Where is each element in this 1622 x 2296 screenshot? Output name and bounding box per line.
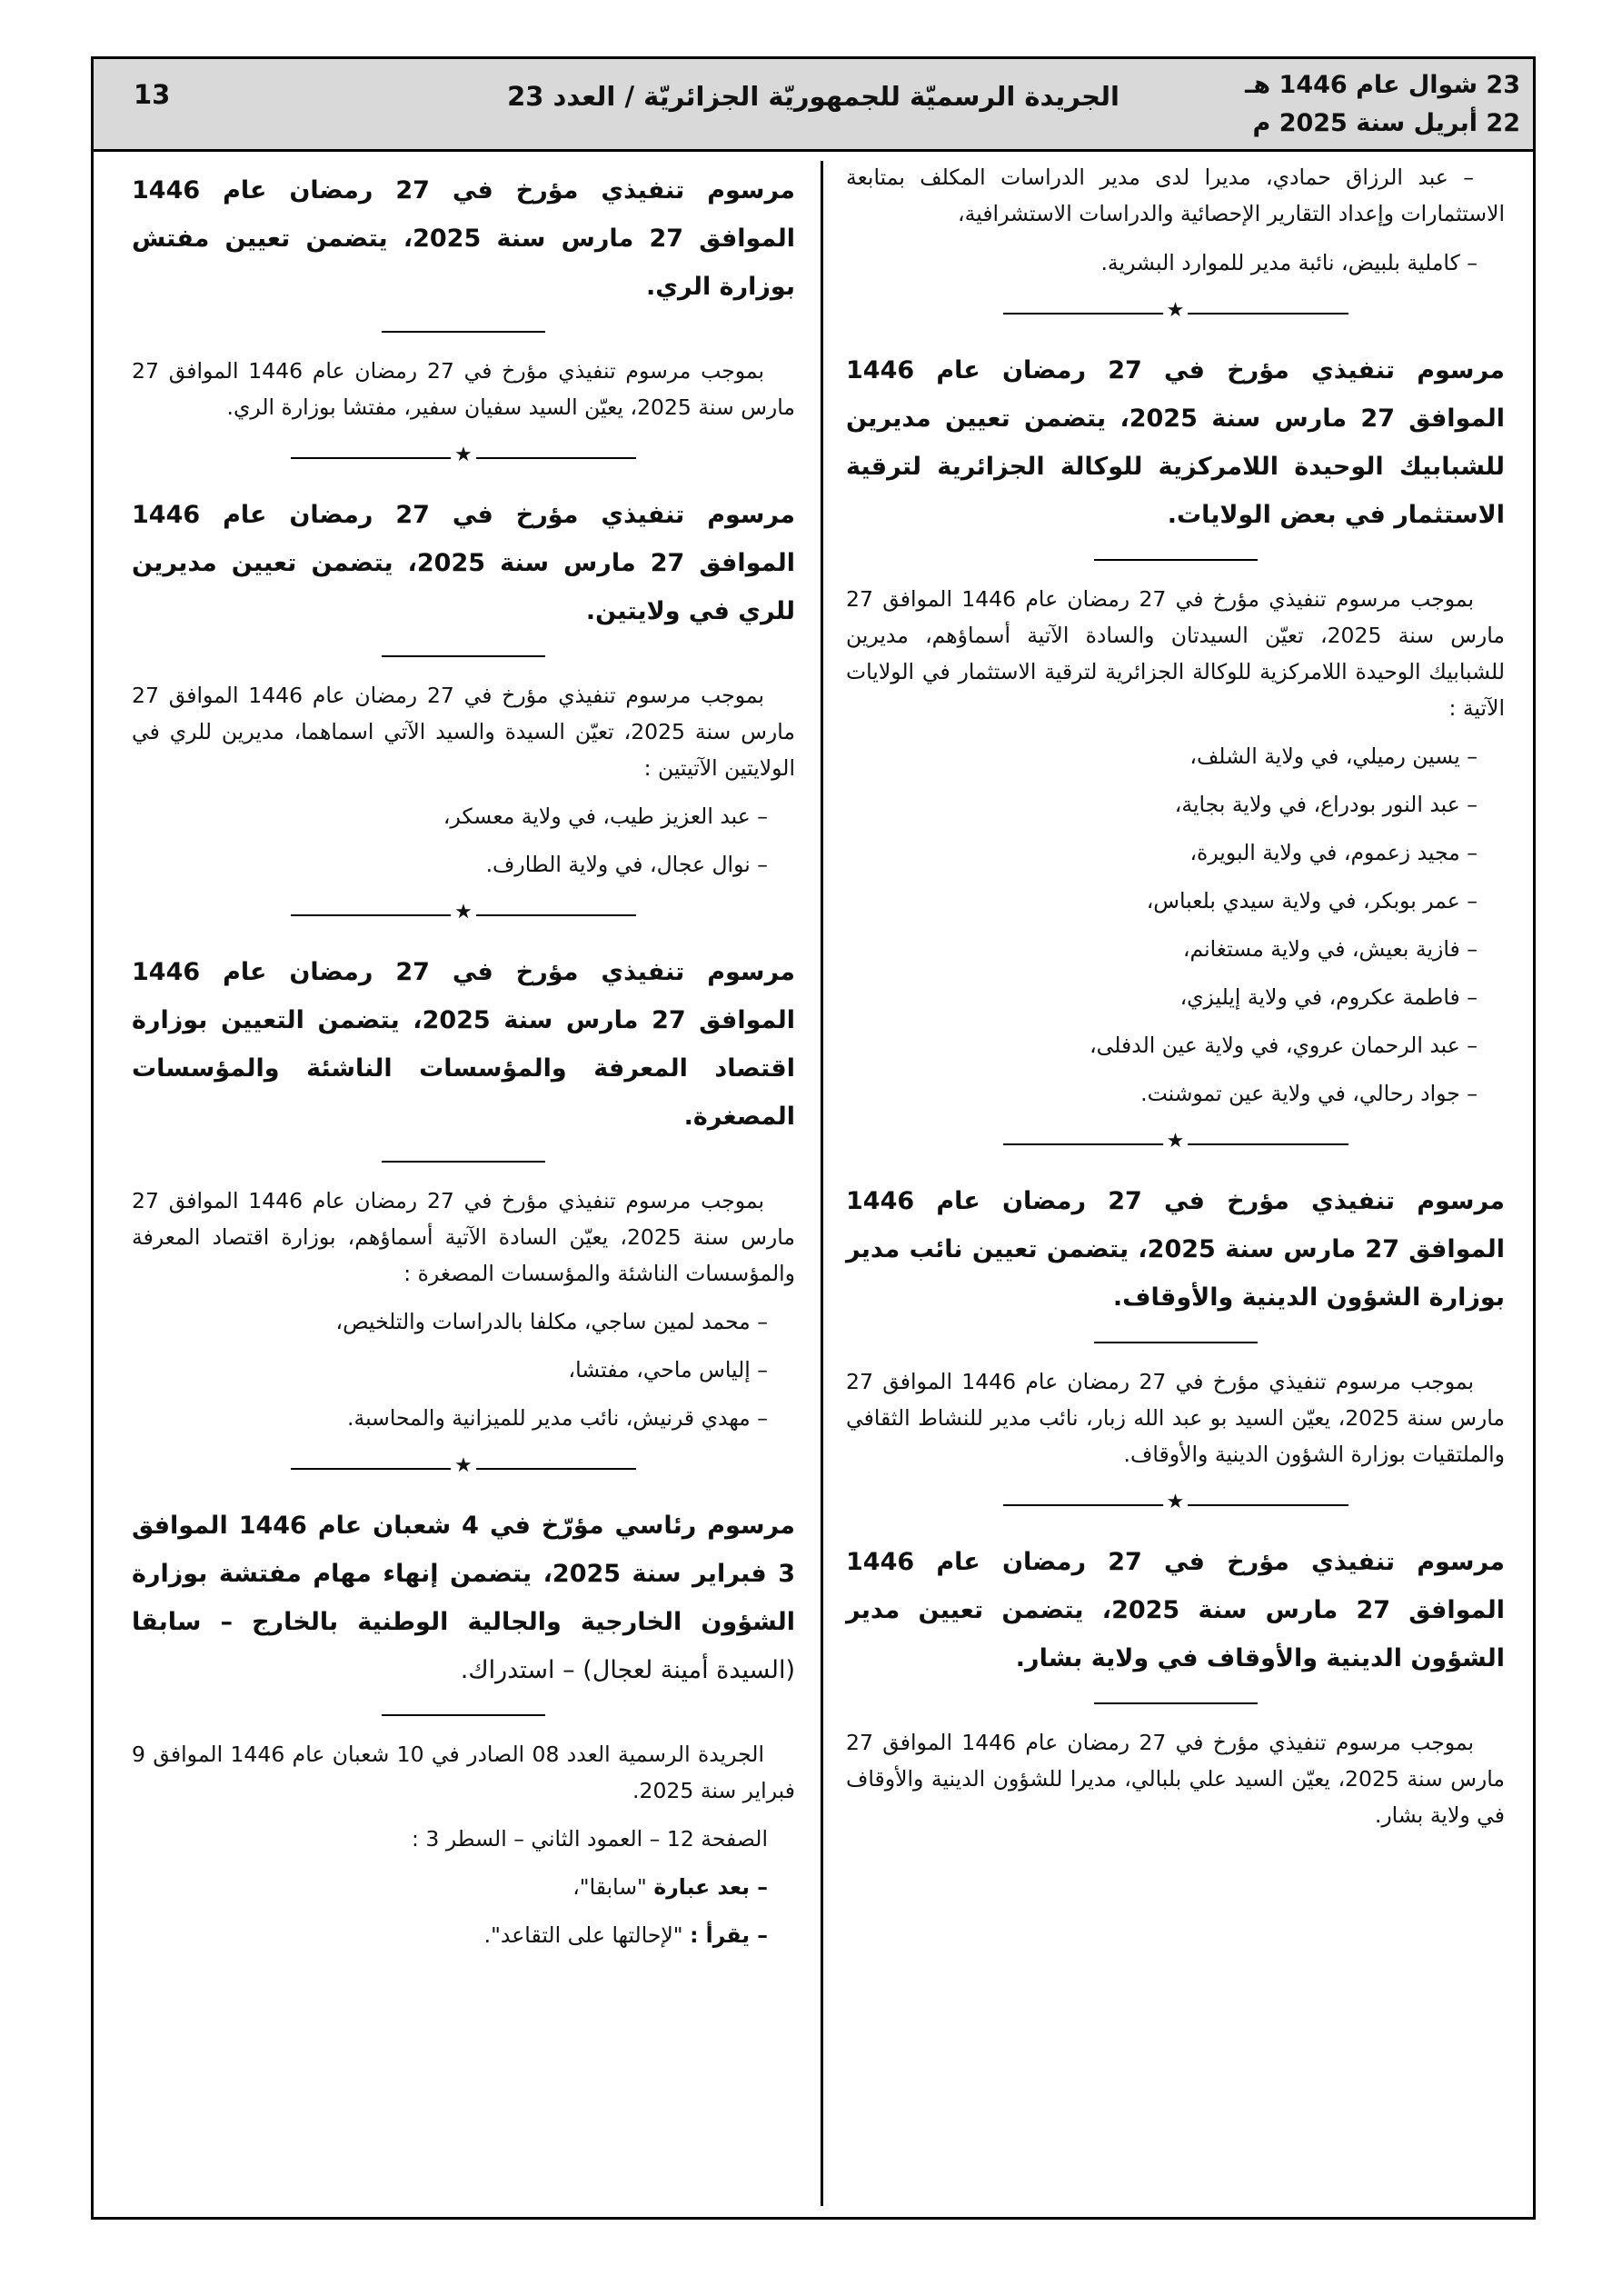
decree-body: بموجب مرسوم تنفيذي مؤرخ في 27 رمضان عام 1446 الموافق 27 مارس سنة 2025، تعيّن السيدة والسيد الآتي اسماهما، مديرين للري في الولايتين الآتيتين : — [132, 683, 795, 781]
list-item: – مجيد زعموم، في ولاية البويرة، — [1189, 840, 1478, 865]
decree-body: بموجب مرسوم تنفيذي مؤرخ في 27 رمضان عام 1446 الموافق 27 مارس سنة 2025، يعيّن السادة الآتية أسماؤهم، بوزارة اقتصاد المعرفة والمؤسسات الناشئة والمؤسسات المصغرة : — [132, 1188, 796, 1286]
right-column — [846, 159, 1505, 1833]
star-separator — [1003, 1491, 1348, 1514]
list-item: – عبد العزيز طيب، في ولاية معسكر، — [443, 804, 768, 829]
list-item: – عبد النور بودراع، في ولاية بجاية، — [1174, 792, 1478, 817]
read-label: – يقرأ : — [690, 1922, 768, 1948]
correction-after — [132, 1869, 795, 1905]
decree-body: الجريدة الرسمية العدد 08 الصادر في 10 شعبان عام 1446 الموافق 9 فبراير سنة 2025. — [132, 1742, 795, 1803]
list-item: – عبد الرزاق حمادي، مديرا لدى مدير الدراسات المكلف بمتابعة الاستثمارات وإعداد التقارير الإحصائية والدراسات الاستشرافية، — [846, 165, 1505, 226]
star-separator — [291, 1454, 636, 1478]
correction-read — [132, 1917, 795, 1953]
read-text: "لإحالتها على التقاعد". — [483, 1922, 683, 1948]
decree-title-suffix: (السيدة أمينة لعجال) – استدراك. — [460, 1656, 795, 1684]
correction-location: الصفحة 12 – العمود الثاني – السطر 3 : — [412, 1826, 768, 1852]
list-item: – محمد لمين ساجي، مكلفا بالدراسات والتلخيص، — [335, 1309, 768, 1334]
star-icon: ★ — [1163, 1491, 1189, 1514]
list-item: – نوال عجال، في ولاية الطارف. — [485, 852, 768, 877]
list-item: – فازية بعيش، في ولاية مستغانم، — [1182, 936, 1478, 962]
date-hijri: 23 شوال عام 1446 هـ — [1245, 71, 1520, 99]
star-icon: ★ — [451, 444, 476, 467]
journal-title: الجريدة الرسميّة للجمهوريّة الجزائريّة / العدد 23 — [507, 81, 1119, 112]
star-separator — [291, 444, 636, 467]
decree-body: بموجب مرسوم تنفيذي مؤرخ في 27 رمضان عام 1446 الموافق 27 مارس سنة 2025، تعيّن السيدتان والسادة الآتية أسماؤهم، مديرين للشبابيك الوحيدة اللامركزية للوكالة الجزائرية لترقية الاستثمار في الولايات الآتية : — [846, 586, 1505, 721]
list-item: – إلياس ماحي، مفتشا، — [568, 1357, 768, 1383]
list-item: – مهدي قرنيش، نائب مدير للميزانية والمحاسبة. — [347, 1405, 768, 1431]
list-item: – عبد الرحمان عروي، في ولاية عين الدفلى، — [1090, 1033, 1478, 1058]
short-separator — [1094, 1702, 1258, 1704]
star-separator — [1003, 299, 1348, 323]
decree-title-text: مرسوم رئاسي مؤرّخ في 4 شعبان عام 1446 الموافق 3 فبراير سنة 2025، يتضمن إنهاء مهام مفتشة بوزارة الشؤون الخارجية والجالية الوطنية بالخارج – سابقا — [132, 1512, 796, 1636]
list-item: – جواد رحالي، في ولاية عين تموشنت. — [1140, 1081, 1478, 1106]
page-header — [94, 59, 1533, 152]
after-label: – بعد عبارة — [653, 1874, 768, 1900]
list-item: – يسين رميلي، في ولاية الشلف، — [1189, 744, 1478, 769]
decree-title: مرسوم تنفيذي مؤرخ في 27 رمضان عام 1446 الموافق 27 مارس سنة 2025، يتضمن تعيين مفتش بوزارة الري. — [132, 176, 795, 301]
decree-title: مرسوم تنفيذي مؤرخ في 27 رمضان عام 1446 الموافق 27 مارس سنة 2025، يتضمن التعيين بوزارة اقتصاد المعرفة والمؤسسات الناشئة والمؤسسات المصغرة. — [132, 958, 795, 1131]
star-icon: ★ — [1163, 1130, 1189, 1153]
star-separator — [291, 901, 636, 924]
short-separator — [382, 1714, 545, 1716]
decree-title — [132, 1502, 795, 1694]
page-frame — [91, 56, 1536, 2220]
list-item: – فاطمة عكروم، في ولاية إيليزي، — [1179, 984, 1478, 1010]
decree-title: مرسوم تنفيذي مؤرخ في 27 رمضان عام 1446 الموافق 27 مارس سنة 2025، يتضمن تعيين نائب مدير بوزارة الشؤون الدينية والأوقاف. — [846, 1187, 1505, 1312]
decree-body: بموجب مرسوم تنفيذي مؤرخ في 27 رمضان عام 1446 الموافق 27 مارس سنة 2025، يعيّن السيد بو عبد الله زبار، نائب مدير للنشاط الثقافي والملتقيات بوزارة الشؤون الدينية والأوقاف. — [846, 1369, 1506, 1467]
star-icon: ★ — [1163, 299, 1189, 323]
short-separator — [1094, 559, 1258, 561]
page-number: 13 — [134, 79, 171, 110]
left-column — [132, 159, 795, 1965]
star-icon: ★ — [451, 1454, 476, 1478]
decree-title: مرسوم تنفيذي مؤرخ في 27 رمضان عام 1446 الموافق 27 مارس سنة 2025، يتضمن تعيين مديرين للشبابيك الوحيدة اللامركزية للوكالة الجزائرية لترقية الاستثمار في بعض الولايات. — [846, 356, 1505, 529]
star-icon: ★ — [451, 901, 476, 924]
list-item: – عمر بوبكر، في ولاية سيدي بلعباس، — [1146, 888, 1478, 913]
decree-title: مرسوم تنفيذي مؤرخ في 27 رمضان عام 1446 الموافق 27 مارس سنة 2025، يتضمن تعيين مديرين للري في ولايتين. — [132, 501, 796, 625]
short-separator — [1094, 1342, 1258, 1343]
list-item: – كاملية بلبيض، نائبة مدير للموارد البشرية. — [1100, 250, 1478, 275]
date-gregorian: 22 أبريل سنة 2025 م — [1252, 109, 1520, 137]
star-separator — [1003, 1130, 1348, 1153]
short-separator — [382, 655, 545, 657]
decree-title: مرسوم تنفيذي مؤرخ في 27 رمضان عام 1446 الموافق 27 مارس سنة 2025، يتضمن تعيين مدير الشؤون الدينية والأوقاف في ولاية بشار. — [846, 1548, 1505, 1672]
short-separator — [382, 331, 545, 333]
decree-body: بموجب مرسوم تنفيذي مؤرخ في 27 رمضان عام 1446 الموافق 27 مارس سنة 2025، يعيّن السيد سفيان سفير، مفتشا بوزارة الري. — [132, 358, 795, 420]
decree-body: بموجب مرسوم تنفيذي مؤرخ في 27 رمضان عام 1446 الموافق 27 مارس سنة 2025، يعيّن السيد علي بلبالي، مديرا للشؤون الدينية والأوقاف في ولاية بشار. — [846, 1730, 1505, 1828]
after-text: "سابقا"، — [572, 1874, 647, 1900]
column-divider — [821, 161, 823, 2206]
short-separator — [382, 1161, 545, 1163]
